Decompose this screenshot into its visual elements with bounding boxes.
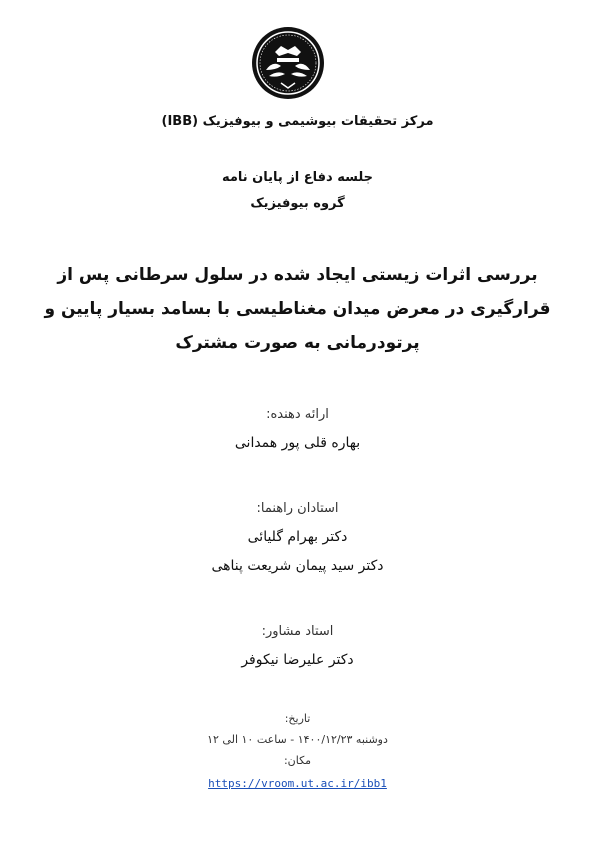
institute-name: مرکز تحقیقات بیوشیمی و بیوفیزیک (IBB) bbox=[161, 114, 434, 129]
supervisor-name: دکتر بهرام گلیائی bbox=[247, 529, 348, 545]
meeting-link[interactable]: https://vroom.ut.ac.ir/ibb1 bbox=[208, 777, 387, 790]
thesis-title-line: پرتودرمانی به صورت مشترک bbox=[175, 333, 420, 353]
thesis-title bbox=[0, 258, 595, 360]
university-logo bbox=[251, 26, 325, 100]
presenter-label: ارائه دهنده: bbox=[266, 407, 329, 422]
department-name: گروه بیوفیزیک bbox=[250, 196, 345, 211]
supervisors-label: استادان راهنما: bbox=[256, 501, 339, 516]
thesis-title-line: بررسی اثرات زیستی ایجاد شده در سلول سرطانی پس از bbox=[57, 265, 538, 285]
date-label: تاریخ: bbox=[284, 712, 311, 725]
session-heading bbox=[0, 165, 595, 217]
presenter-section bbox=[0, 400, 595, 458]
advisor-section bbox=[0, 617, 595, 675]
place-label: مکان: bbox=[283, 754, 312, 767]
session-title: جلسه دفاع از پایان نامه bbox=[221, 170, 374, 185]
meta-section bbox=[0, 708, 595, 794]
supervisor-name: دکتر سید پیمان شریعت پناهی bbox=[211, 558, 384, 574]
thesis-title-line: قرارگیری در معرض میدان مغناطیسی با بسامد بسیار پایین و bbox=[44, 299, 551, 319]
presenter-name: بهاره قلی پور همدانی bbox=[234, 435, 361, 451]
advisor-name: دکتر علیرضا نیکوفر bbox=[241, 652, 354, 668]
supervisors-section bbox=[0, 494, 595, 581]
date-value: دوشنبه ۱۴۰۰/۱۲/۲۳ - ساعت ۱۰ الی ۱۲ bbox=[207, 733, 388, 746]
advisor-label: استاد مشاور: bbox=[261, 624, 334, 639]
